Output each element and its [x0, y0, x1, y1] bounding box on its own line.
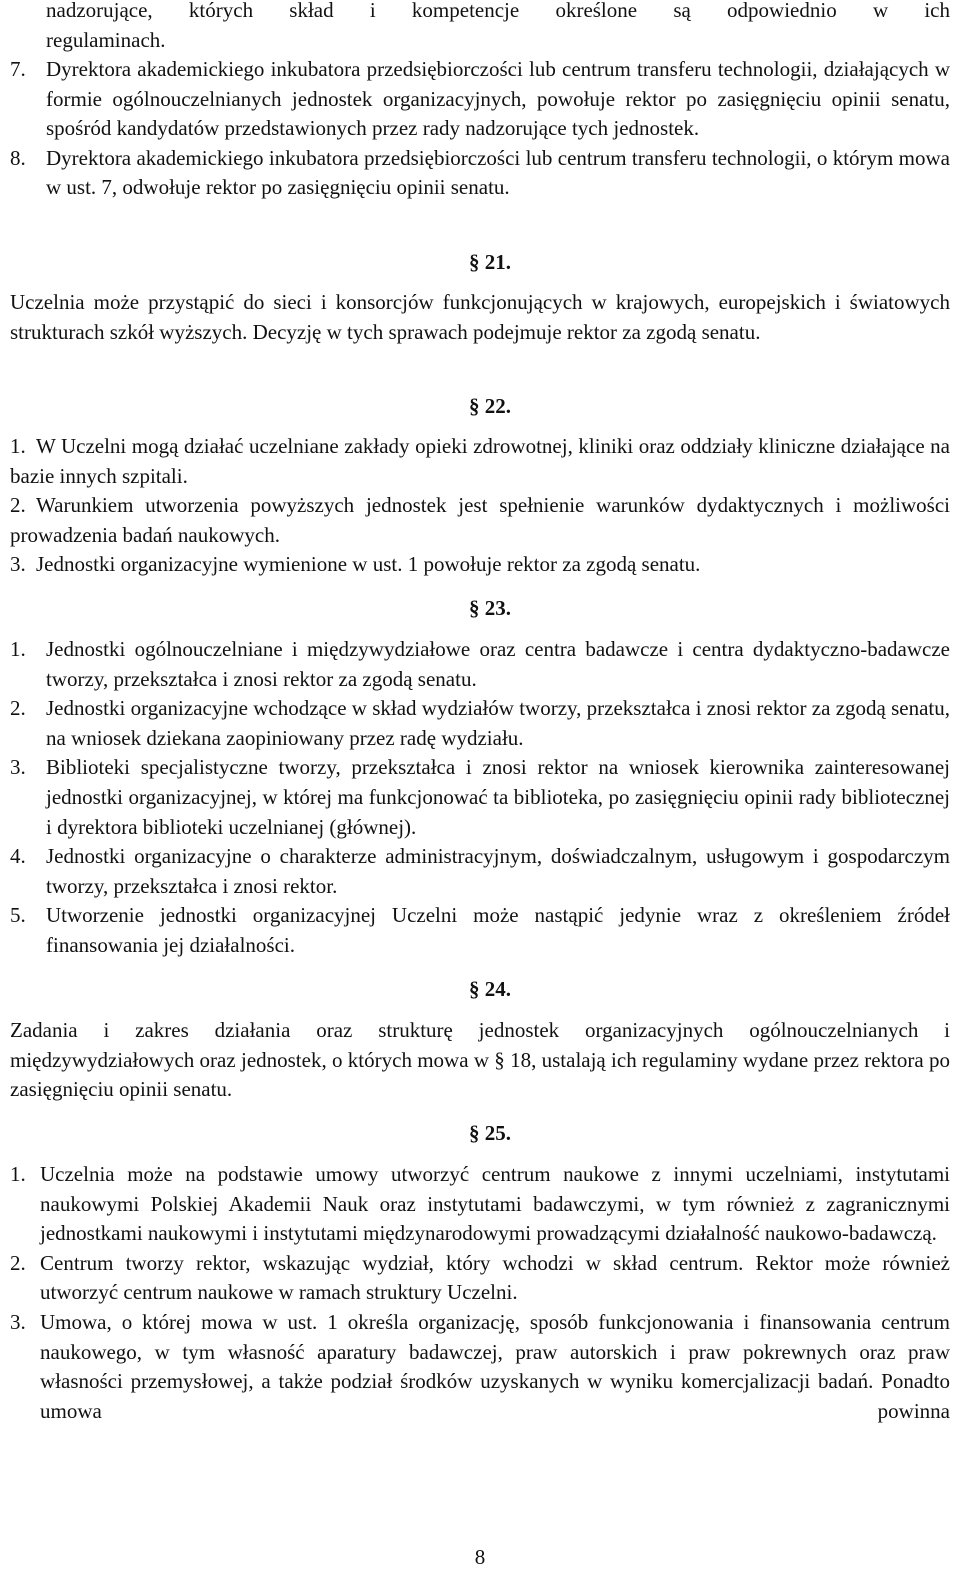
- section-24-text: Zadania i zakres działania oraz strukturę jednostek organizacyjnych ogólnouczelnianych i międzywydziałowych oraz jednostek, o których mowa w § 18, ustalają ich regulaminy wydane przez rektora po zasięgnięciu opinii senatu.: [10, 1018, 950, 1102]
- list-item: [10, 432, 950, 491]
- item-text: Utworzenie jednostki organizacyjnej Uczelni może nastąpić jedynie wraz z określeniem źródeł finansowania jej działalności.: [46, 903, 950, 957]
- item-text: Jednostki organizacyjne wymienione w ust. 1 powołuje rektor za zgodą senatu.: [36, 552, 701, 577]
- item-number: 5.: [10, 903, 26, 928]
- section-heading-21: § 21.: [469, 250, 511, 274]
- item-number: 7.: [10, 57, 26, 81]
- list-item: [10, 753, 950, 842]
- continuation-line: regulaminach.: [46, 27, 166, 52]
- item-number: 2.: [10, 696, 26, 721]
- list-item: [10, 1160, 950, 1249]
- item-text: Centrum tworzy rektor, wskazując wydział, który wchodzi w skład centrum. Rektor może również utworzyć centrum naukowe w ramach struktury Uczelni.: [40, 1250, 950, 1305]
- item-number: 2.: [10, 1250, 26, 1275]
- item-number: 4.: [10, 844, 26, 869]
- item-text: Dyrektora akademickiego inkubatora przedsiębiorczości lub centrum transferu technologii, o którym mowa w ust. 7, odwołuje rektor po zasięgnięciu opinii senatu.: [46, 145, 950, 200]
- item-number: 2.: [10, 493, 26, 518]
- item-number: 3.: [10, 552, 26, 577]
- section-heading-25: § 25.: [469, 1121, 511, 1145]
- section-21-text: Uczelnia może przystąpić do sieci i konsorcjów funkcjonujących w krajowych, europejskich i światowych strukturach szkół wyższych. Decyzję w tych sprawach podejmuje rektor za zgodą senatu.: [10, 290, 950, 344]
- item-number: 3.: [10, 1309, 26, 1334]
- item-text: Dyrektora akademickiego inkubatora przedsiębiorczości lub centrum transferu technologii, działających w formie ogólnouczelnianych jednostek organizacyjnych, powołuje rektor po zasięgnięciu opinii senatu, spośród kandydatów przedstawionych przez rady nadzorujące tych jednostek.: [46, 57, 950, 141]
- item-number: 1.: [10, 1162, 26, 1186]
- list-item: [10, 491, 950, 550]
- section-23-items: [10, 635, 950, 961]
- section-25-items: [10, 1160, 950, 1426]
- list-item: [10, 635, 950, 694]
- section-heading-22: § 22.: [469, 394, 511, 418]
- item-number: 3.: [10, 755, 26, 780]
- list-item: [10, 694, 950, 753]
- list-item: [10, 901, 950, 960]
- list-item: [10, 550, 950, 580]
- section-22-items: [10, 432, 950, 580]
- item-text: Jednostki organizacyjne wchodzące w skład wydziałów tworzy, przekształca i znosi rektor za zgodą senatu, na wniosek dziekana zaopiniowany przez radę wydziału.: [46, 696, 950, 750]
- list-item: [10, 1249, 950, 1308]
- item-text: Umowa, o której mowa w ust. 1 określa organizację, sposób funkcjonowania i finansowania centrum naukowego, w tym własność aparatury badawczej, praw autorskich i praw pokrewnych oraz praw własności przemysłowej, a także podział środków uzyskanych w wyniku komercjalizacji badań. Ponadto umowa powinna: [40, 1309, 950, 1423]
- item-number: 1.: [10, 637, 26, 661]
- list-item: [10, 842, 950, 901]
- continuation-line: nadzorujące, których skład i kompetencje określone są odpowiednio w ich: [46, 0, 950, 22]
- item-text: W Uczelni mogą działać uczelniane zakłady opieki zdrowotnej, kliniki oraz oddziały kliniczne działające na bazie innych szpitali.: [10, 434, 950, 488]
- section-heading-24: § 24.: [469, 977, 511, 1001]
- list-item: [10, 1308, 950, 1426]
- list-item: [10, 144, 950, 203]
- item-text: Biblioteki specjalistyczne tworzy, przekształca i znosi rektor na wniosek kierownika zainteresowanej jednostki organizacyjnej, w której ma funkcjonować ta biblioteka, po zasięgnięciu opinii rady bibliotecznej i dyrektora biblioteki uczelnianej (głównej).: [46, 755, 950, 839]
- item-number: 8.: [10, 145, 26, 170]
- item-text: Warunkiem utworzenia powyższych jednostek jest spełnienie warunków dydaktycznych i możliwości prowadzenia badań naukowych.: [10, 493, 950, 547]
- list-item: [10, 55, 950, 144]
- continuation-text: [10, 0, 950, 55]
- section-heading-23: § 23.: [469, 596, 511, 620]
- paragraph-20-items: [10, 55, 950, 203]
- item-text: Jednostki organizacyjne o charakterze administracyjnym, doświadczalnym, usługowym i gospodarczym tworzy, przekształca i znosi rektor.: [46, 844, 950, 898]
- item-text: Uczelnia może na podstawie umowy utworzyć centrum naukowe z innymi uczelniami, instytutami naukowymi Polskiej Akademii Nauk oraz instytutami badawczymi, w tym również z zagranicznymi jednostkami naukowymi i instytutami międzynarodowymi prowadzącymi działalność naukowo-badawczą.: [40, 1162, 950, 1246]
- page-number: 8: [474, 1545, 486, 1569]
- item-text: Jednostki ogólnouczelniane i międzywydziałowe oraz centra badawcze i centra dydaktyczno-badawcze tworzy, przekształca i znosi rektor za zgodą senatu.: [46, 637, 950, 691]
- item-number: 1.: [10, 434, 26, 458]
